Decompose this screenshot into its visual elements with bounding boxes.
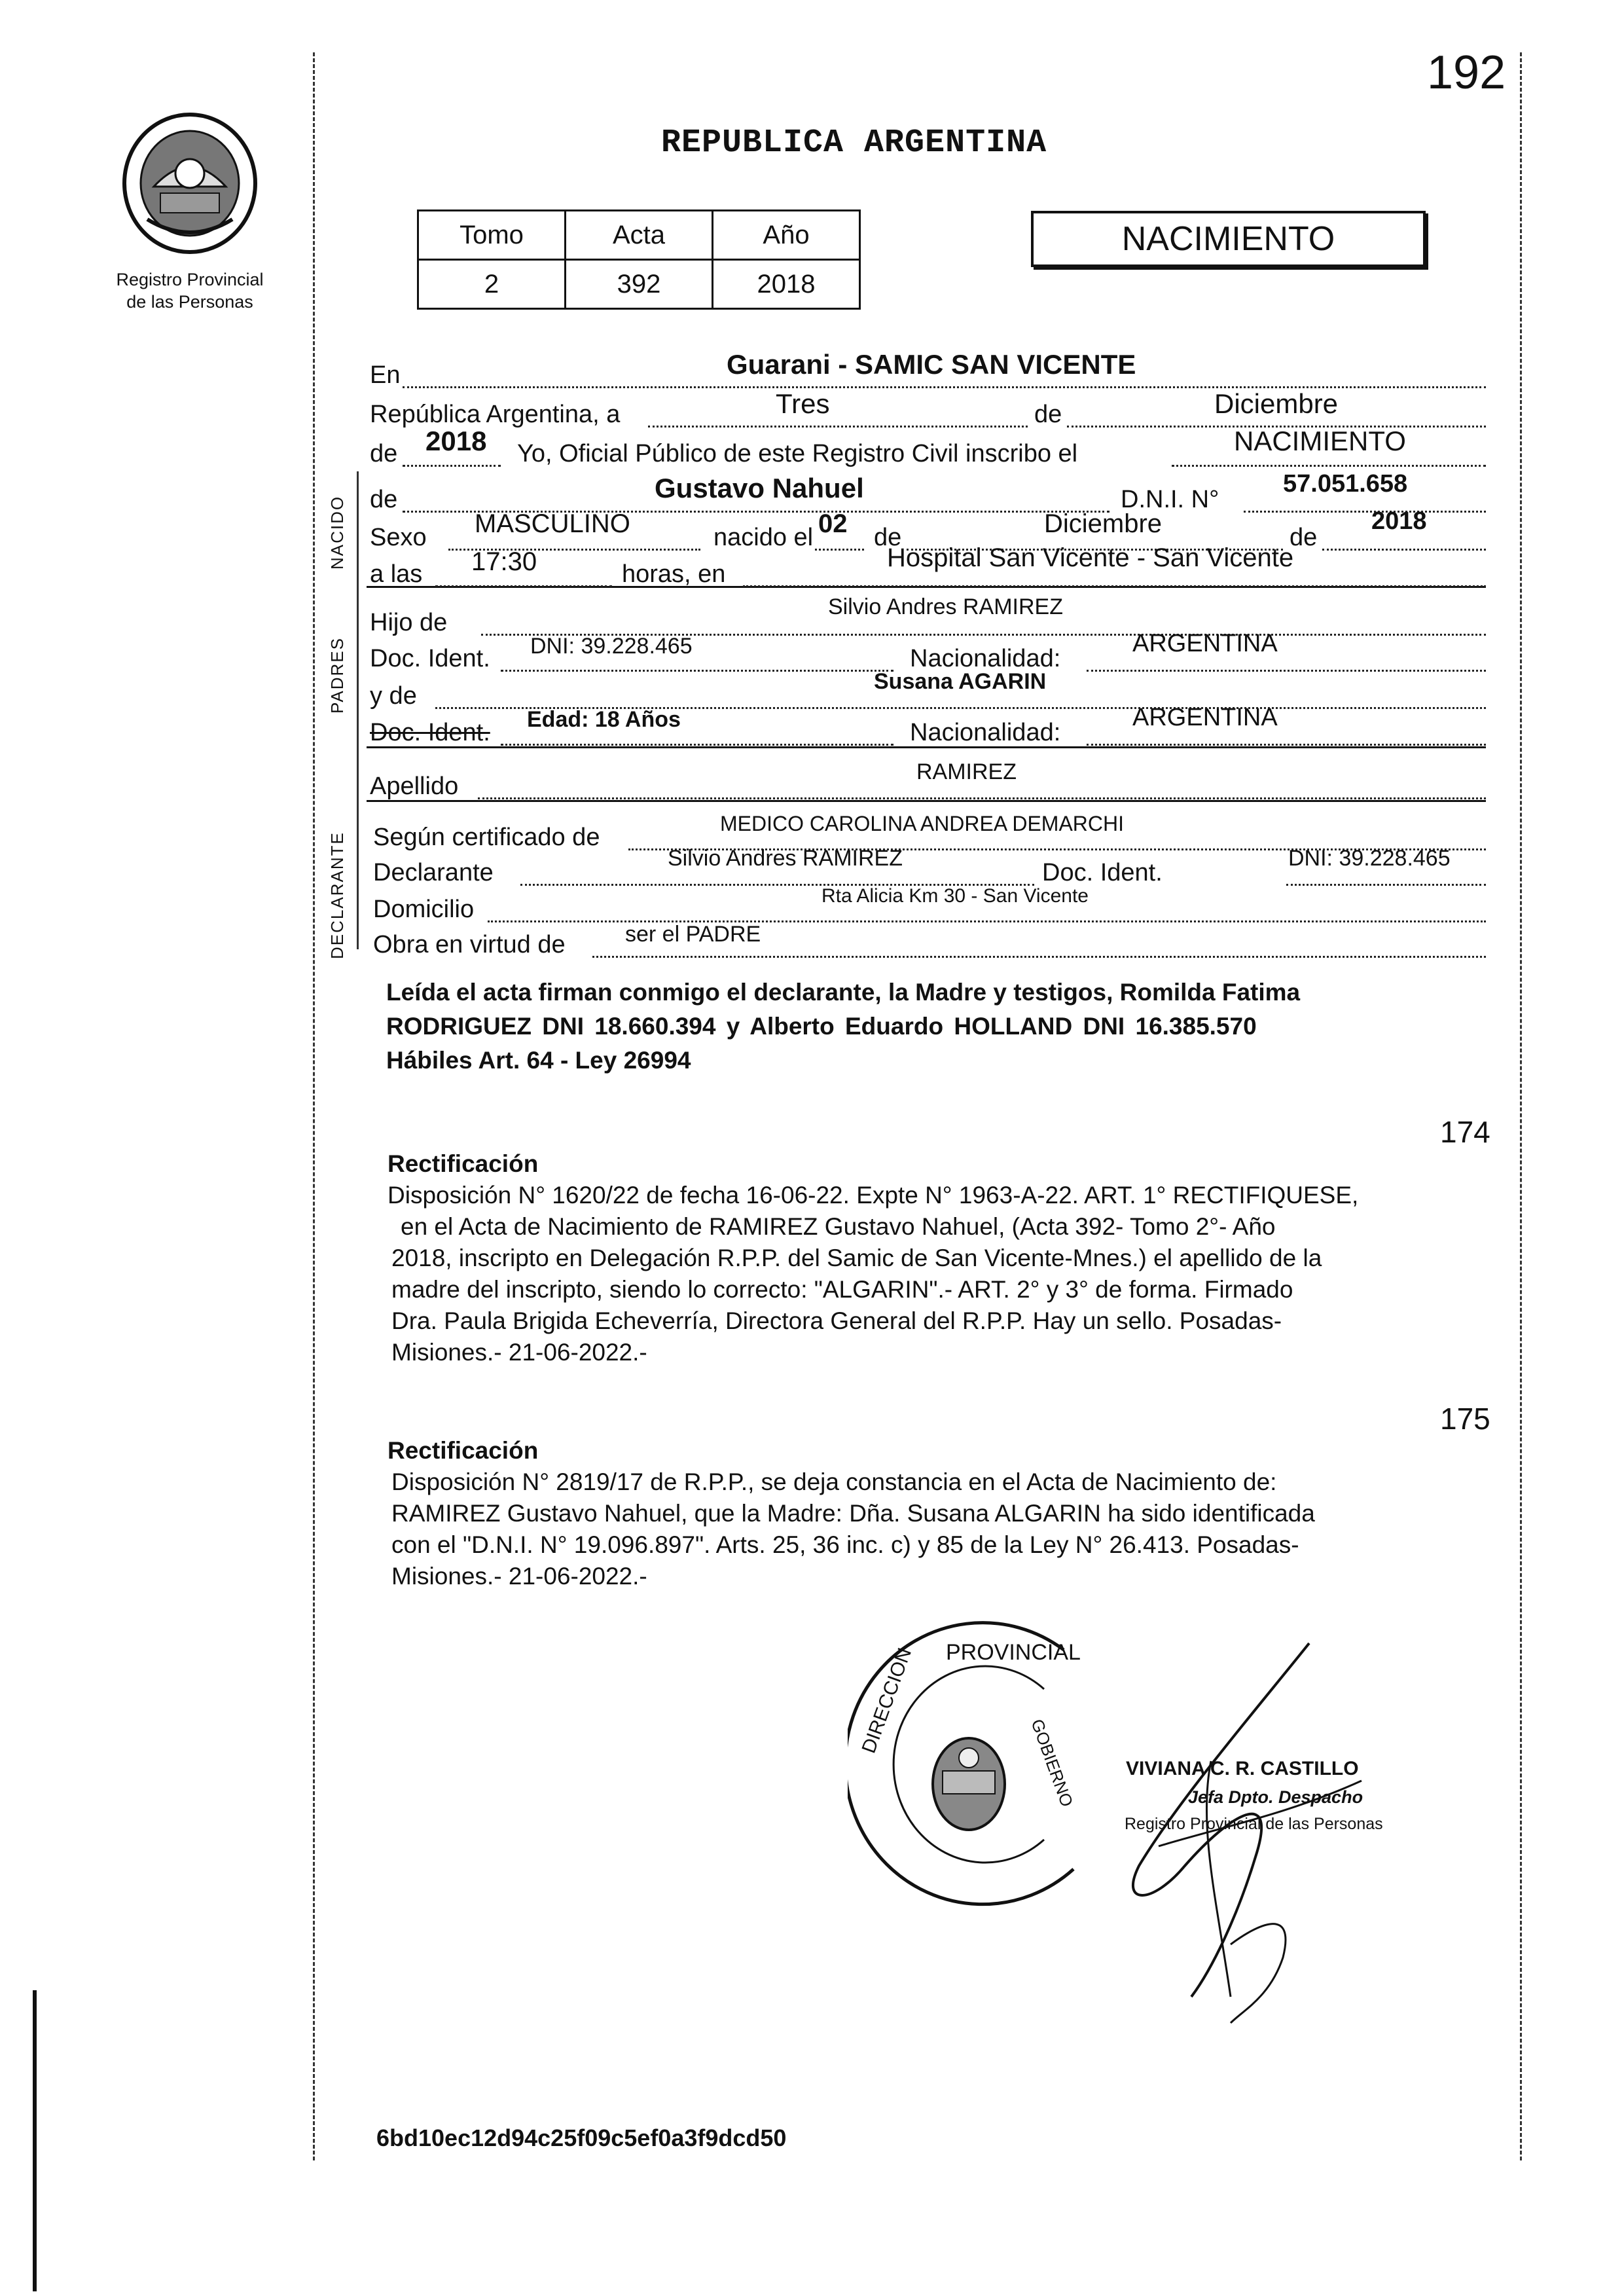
value-father-nationality: ARGENTINA (1132, 630, 1278, 657)
label-en: En (370, 361, 401, 389)
label-apellido: Apellido (370, 773, 459, 800)
value-child-name: Gustavo Nahuel (655, 473, 864, 503)
record-type-box: NACIMIENTO (1031, 211, 1426, 267)
value-mother-name: Susana AGARIN (874, 669, 1047, 694)
closing-line-3: Hábiles Art. 64 - Ley 26994 (386, 1047, 691, 1074)
side-label-declarant: DECLARANTE (327, 831, 347, 959)
label-father-nationality: Nacionalidad: (910, 645, 1061, 672)
dots-registration (1172, 465, 1486, 467)
value-certificate-by: MEDICO CAROLINA ANDREA DEMARCHI (720, 812, 1124, 835)
value-birth-time: 17:30 (471, 547, 537, 576)
dots-father-doc (501, 670, 893, 672)
rectification-174-line-5: Dra. Paula Brigida Echeverría, Directora General del R.P.P. Hay un sello. Posadas- (391, 1307, 1282, 1334)
value-declarant-name: Silvio Andres RAMIREZ (668, 846, 903, 871)
dots-mother-age (501, 744, 893, 746)
value-father-name: Silvio Andres RAMIREZ (828, 594, 1063, 619)
right-margin-line (1520, 52, 1522, 2160)
svg-text:GOBIERNO: GOBIERNO (1027, 1716, 1077, 1810)
provincial-emblem (115, 108, 265, 259)
dots-capacity (592, 956, 1486, 958)
label-dni-no: D.N.I. N° (1121, 486, 1219, 513)
signatory-office: Registro Provincial de las Personas (1125, 1815, 1383, 1833)
label-obra-en-virtud: Obra en virtud de (373, 931, 566, 958)
value-place: Guarani - SAMIC SAN VICENTE (727, 349, 1136, 380)
value-birth-day: 02 (818, 509, 848, 538)
table-value-acta: 392 (566, 260, 713, 309)
rectification-174-title: Rectificación (388, 1150, 539, 1177)
closing-line-1: Leída el acta firman conmigo el declarante, la Madre y testigos, Romilda Fatima (386, 979, 1301, 1006)
label-a-las: a las (370, 560, 423, 588)
dots-child-dni (1244, 511, 1486, 513)
svg-text:PROVINCIAL: PROVINCIAL (946, 1640, 1081, 1665)
value-capacity: ser el PADRE (625, 922, 761, 947)
label-nacido-el: nacido el (713, 524, 814, 551)
value-birth-place: Hospital San Vicente - San Vicente (887, 543, 1294, 572)
table-header-tomo: Tomo (418, 211, 566, 260)
signatory-role: Jefa Dpto. Despacho (1188, 1787, 1363, 1807)
label-republica: República Argentina, a (370, 401, 621, 428)
side-label-born: NACIDO (327, 495, 347, 570)
closing-line-2: RODRIGUEZ DNI 18.660.394 y Alberto Eduardo HOLLAND DNI 16.385.570 (386, 1013, 1257, 1040)
value-child-dni: 57.051.658 (1283, 470, 1408, 498)
rectification-175-line-1: Disposición N° 2819/17 de R.P.P., se deja constancia en el Acta de Nacimiento de: (391, 1468, 1277, 1495)
registry-line-1: Registro Provincial (116, 270, 264, 289)
table-value-anio: 2018 (713, 260, 860, 309)
value-sex: MASCULINO (475, 509, 630, 538)
rectification-174-line-6: Misiones.- 21-06-2022.- (391, 1339, 647, 1366)
left-margin-line (313, 52, 315, 2160)
value-mother-age: Edad: 18 Años (527, 707, 681, 732)
rectification-174-number: 174 (1440, 1115, 1490, 1149)
rule-after-surname (367, 800, 1486, 802)
rectification-175-line-3: con el "D.N.I. N° 19.096.897". Arts. 25, 36 inc. c) y 85 de la Ley N° 26.413. Posadas- (391, 1531, 1299, 1558)
rectification-175-number: 175 (1440, 1402, 1490, 1436)
page-title: REPUBLICA ARGENTINA (661, 124, 1047, 162)
rectification-174-line-3: 2018, inscripto en Delegación R.P.P. del Samic de San Vicente-Mnes.) el apellido de la (391, 1245, 1322, 1271)
table-value-tomo: 2 (418, 260, 566, 309)
value-registration-type: NACIMIENTO (1234, 426, 1406, 456)
label-de-name: de (370, 486, 398, 513)
value-mother-nationality: ARGENTINA (1132, 704, 1278, 731)
label-domicilio: Domicilio (373, 896, 475, 923)
dots-declarant-doc (1286, 884, 1486, 886)
rectification-174-line-2: en el Acta de Nacimiento de RAMIREZ Gustavo Nahuel, (Acta 392- Tomo 2°- Año (401, 1213, 1276, 1240)
table-header-acta: Acta (566, 211, 713, 260)
dots-birth-day (815, 549, 864, 551)
label-de-month: de (1034, 401, 1062, 428)
rectification-175-line-2: RAMIREZ Gustavo Nahuel, que la Madre: Dña. Susana ALGARIN ha sido identificada (391, 1500, 1315, 1527)
label-yo-oficial: Yo, Oficial Público de este Registro Civil inscribo el (517, 440, 1078, 467)
dots-year (403, 465, 501, 467)
handwritten-signature (1060, 1630, 1401, 2036)
label-de-year: de (370, 440, 398, 467)
dots-day (648, 426, 1028, 428)
label-mother-doc-struck: Doc. Ident. (370, 719, 490, 746)
dots-surname (478, 797, 1486, 799)
value-declarant-doc: DNI: 39.228.465 (1288, 846, 1451, 871)
label-declarant-doc: Doc. Ident. (1042, 859, 1163, 886)
label-father-doc: Doc. Ident. (370, 645, 490, 672)
document-hash: 6bd10ec12d94c25f09c5ef0a3f9dcd50 (376, 2124, 787, 2151)
label-de-birth-month: de (874, 524, 902, 551)
rectification-174-line-4: madre del inscripto, siendo lo correcto: "ALGARIN".- ART. 2° y 3° de forma. Firmado (391, 1276, 1293, 1303)
registry-line-2: de las Personas (126, 292, 253, 312)
value-year: 2018 (425, 426, 487, 456)
record-table (417, 209, 861, 310)
signatory-name: VIVIANA C. R. CASTILLO (1126, 1758, 1359, 1779)
value-surname: RAMIREZ (916, 759, 1017, 784)
side-label-parents: PADRES (327, 637, 347, 714)
rectification-175-title: Rectificación (388, 1437, 539, 1464)
section-divider-left (357, 471, 359, 949)
label-mother-nationality: Nacionalidad: (910, 719, 1061, 746)
dots-mother-nationality (1087, 744, 1486, 746)
rectification-174-line-1: Disposición N° 1620/22 de fecha 16-06-22. Expte N° 1963-A-22. ART. 1° RECTIFIQUESE, (388, 1182, 1359, 1209)
value-day: Tres (776, 388, 830, 419)
page-number: 192 (1427, 46, 1506, 99)
label-sexo: Sexo (370, 524, 427, 551)
rectification-175-line-4: Misiones.- 21-06-2022.- (391, 1563, 647, 1590)
value-domicile: Rta Alicia Km 30 - San Vicente (821, 885, 1089, 907)
value-month: Diciembre (1214, 388, 1339, 419)
dots-birth-year (1322, 549, 1486, 551)
svg-text:DIRECCION: DIRECCION (857, 1645, 916, 1757)
label-declarante: Declarante (373, 859, 494, 886)
label-de-birth-year: de (1290, 524, 1318, 551)
label-horas-en: horas, en (622, 560, 726, 588)
scan-edge-line (33, 1990, 37, 2291)
value-birth-month: Diciembre (1044, 509, 1163, 538)
label-segun-certificado: Según certificado de (373, 824, 600, 851)
table-header-anio: Año (713, 211, 860, 260)
label-y-de: y de (370, 682, 417, 710)
value-father-doc: DNI: 39.228.465 (530, 634, 693, 659)
dots-time (435, 585, 612, 587)
dots-father-nationality (1087, 670, 1486, 672)
dots-birth-place (743, 585, 1486, 587)
value-birth-year: 2018 (1371, 507, 1427, 535)
label-hijo-de: Hijo de (370, 609, 448, 636)
